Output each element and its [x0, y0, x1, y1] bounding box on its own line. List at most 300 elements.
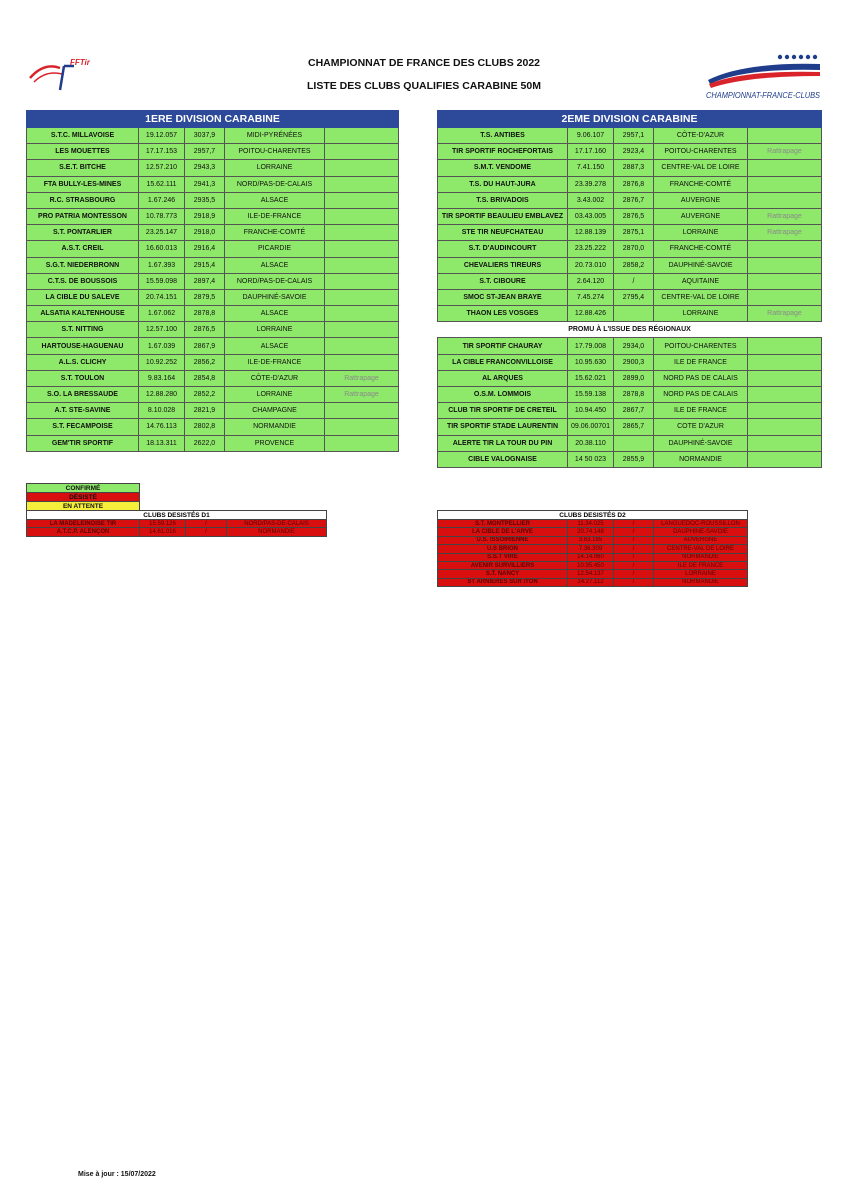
club-number: 15.59.098	[139, 273, 185, 289]
club-name: FTA BULLY-LES-MINES	[27, 176, 139, 192]
score: 2876,8	[614, 176, 654, 192]
table-row	[438, 128, 822, 144]
score: 2802,8	[185, 419, 225, 435]
region: NORD/PAS-DE-CALAIS	[225, 176, 325, 192]
status-note	[748, 192, 822, 208]
status-note	[325, 322, 399, 338]
status-note	[325, 257, 399, 273]
club-number: 15.59.126	[140, 520, 186, 528]
club-number: 12.88.139	[568, 225, 614, 241]
region: NORMANDIE	[227, 528, 327, 536]
club-number: 10.95.450	[568, 561, 614, 569]
status-note	[748, 160, 822, 176]
score: /	[614, 536, 654, 544]
club-name: SMOC ST-JEAN BRAYE	[438, 289, 568, 305]
score: 2876,5	[185, 322, 225, 338]
region: ILE DE FRANCE	[654, 354, 748, 370]
table-row	[27, 370, 399, 386]
table-row	[438, 545, 748, 553]
table-row	[438, 403, 822, 419]
table-row	[438, 192, 822, 208]
table-row	[438, 451, 822, 467]
score: /	[614, 561, 654, 569]
club-number: 7.36.309	[568, 545, 614, 553]
club-number: 23.25.147	[139, 225, 185, 241]
club-name: TIR SPORTIF ROCHEFORTAIS	[438, 144, 568, 160]
table-row	[27, 306, 399, 322]
score: /	[186, 520, 227, 528]
status-note	[748, 354, 822, 370]
club-number: 17.17.160	[568, 144, 614, 160]
region: NORD/PAS-DE-CALAIS	[225, 273, 325, 289]
svg-text:FFTir: FFTir	[70, 58, 90, 67]
page-title: CHAMPIONNAT DE FRANCE DES CLUBS 2022	[308, 57, 540, 69]
score: 2935,5	[185, 192, 225, 208]
table-row	[27, 520, 327, 528]
club-number: 17.17.153	[139, 144, 185, 160]
table-row	[438, 387, 822, 403]
region: NORMANDIE	[654, 451, 748, 467]
region: POITOU-CHARENTES	[654, 144, 748, 160]
page-subtitle: LISTE DES CLUBS QUALIFIES CARABINE 50M	[307, 80, 541, 92]
region: DAUPHINÉ-SAVOIE	[654, 435, 748, 451]
region: LORRAINE	[225, 387, 325, 403]
table-row	[27, 289, 399, 305]
table-row	[438, 273, 822, 289]
club-number: 2.64.120	[568, 273, 614, 289]
table-row	[27, 338, 399, 354]
status-note	[748, 419, 822, 435]
svg-text:CHAMPIONNAT-FRANCE-CLUBS: CHAMPIONNAT-FRANCE-CLUBS	[706, 90, 821, 100]
status-note	[748, 435, 822, 451]
club-name: PRO PATRIA MONTESSON	[27, 208, 139, 224]
table-row	[438, 338, 822, 354]
region: LORRAINE	[654, 225, 748, 241]
club-name: A.T.C.P. ALENÇON	[27, 528, 140, 536]
region: LORRAINE	[654, 570, 748, 578]
club-name: S.O. LA BRESSAUDE	[27, 387, 139, 403]
score: 2858,2	[614, 257, 654, 273]
club-number: 14.14.060	[568, 553, 614, 561]
club-name: CLUB TIR SPORTIF DE CRETEIL	[438, 403, 568, 419]
club-name: S.M.T. VENDOME	[438, 160, 568, 176]
club-name: S.T. NANCY	[438, 570, 568, 578]
score: 2854,8	[185, 370, 225, 386]
table-row	[27, 208, 399, 224]
region: ILE-DE-FRANCE	[225, 208, 325, 224]
region: NORD/PAS-DE-CALAIS	[227, 520, 327, 528]
club-name: R.C. STRASBOURG	[27, 192, 139, 208]
club-number: 12.54.137	[568, 570, 614, 578]
score: 2865,7	[614, 419, 654, 435]
score: 2900,3	[614, 354, 654, 370]
club-name: AL ARQUES	[438, 370, 568, 386]
club-name: A.L.S. CLICHY	[27, 354, 139, 370]
score: 2957,1	[614, 128, 654, 144]
status-note	[325, 354, 399, 370]
score: 2622,0	[185, 435, 225, 451]
club-name: T.S. BRIVADOIS	[438, 192, 568, 208]
status-note: Rattrapage	[748, 225, 822, 241]
division-1-title: 1ERE DIVISION CARABINE	[27, 111, 399, 128]
club-number: 18.13.311	[139, 435, 185, 451]
club-name: TIR SPORTIF STADE LAURENTIN	[438, 419, 568, 435]
score: 2867,9	[185, 338, 225, 354]
club-number: 14.61.016	[140, 528, 186, 536]
score: /	[614, 545, 654, 553]
club-name: CHEVALIERS TIREURS	[438, 257, 568, 273]
club-name: S.T. NITTING	[27, 322, 139, 338]
club-name: ALERTE TIR LA TOUR DU PIN	[438, 435, 568, 451]
club-number: 7.41.150	[568, 160, 614, 176]
score: 2934,0	[614, 338, 654, 354]
score: 2918,0	[185, 225, 225, 241]
status-note	[325, 435, 399, 451]
club-name: ST ARNIERES SUR ITON	[438, 578, 568, 586]
club-name: S.T. PONTARLIER	[27, 225, 139, 241]
table-row	[27, 257, 399, 273]
status-note	[748, 289, 822, 305]
club-number: 14.27.112	[568, 578, 614, 586]
club-name: AVENIR SURVILLIERS	[438, 561, 568, 569]
club-number: 20.73.010	[568, 257, 614, 273]
club-name: S.T. TOULON	[27, 370, 139, 386]
status-note	[748, 257, 822, 273]
region: CÔTE-D'AZUR	[225, 370, 325, 386]
table-row	[438, 370, 822, 386]
region: FRANCHE-COMTÉ	[654, 176, 748, 192]
withdrawn-d1-table	[26, 510, 327, 537]
table-row	[27, 160, 399, 176]
region: LORRAINE	[225, 322, 325, 338]
table-row	[27, 403, 399, 419]
status-note	[325, 144, 399, 160]
region: ILE DE FRANCE	[654, 403, 748, 419]
score: /	[614, 578, 654, 586]
club-name: TIR SPORTIF BEAULIEU EMBLAVEZ	[438, 208, 568, 224]
table-row	[438, 561, 748, 569]
club-number: 14.76.113	[139, 419, 185, 435]
club-number: 14 50 023	[568, 451, 614, 467]
region: LANGUEDOC-ROUSSILLON	[654, 520, 748, 528]
club-name: S.T. D'AUDINCOURT	[438, 241, 568, 257]
table-row	[438, 435, 822, 451]
club-name: LA MADELEINOISE TIR	[27, 520, 140, 528]
region: FRANCHE-COMTÉ	[654, 241, 748, 257]
club-name: U.S BRION	[438, 545, 568, 553]
table-row	[438, 354, 822, 370]
club-name: THAON LES VOSGES	[438, 306, 568, 322]
legend-withdrawn: DÉSISTÉ	[27, 493, 140, 502]
table-row	[27, 435, 399, 451]
region: ILE DE FRANCE	[654, 561, 748, 569]
club-name: A.S.T. CREIL	[27, 241, 139, 257]
club-name: TIR SPORTIF CHAURAY	[438, 338, 568, 354]
table-row	[27, 273, 399, 289]
legend-pending: EN ATTENTE	[27, 502, 140, 511]
club-name: T.S. DU HAUT-JURA	[438, 176, 568, 192]
region: ILE-DE-FRANCE	[225, 354, 325, 370]
club-number: 15.59.138	[568, 387, 614, 403]
table-row	[27, 419, 399, 435]
club-name: U.S. ISSOIRIENNE	[438, 536, 568, 544]
club-number: 1.67.039	[139, 338, 185, 354]
club-number: 1.67.393	[139, 257, 185, 273]
score: 3037,9	[185, 128, 225, 144]
club-number: 23.39.278	[568, 176, 614, 192]
table-row	[438, 419, 822, 435]
withdrawn-d1-title: CLUBS DESISTÉS D1	[27, 511, 327, 520]
score	[614, 306, 654, 322]
region: ALSACE	[225, 192, 325, 208]
region: FRANCHE-COMTÉ	[225, 225, 325, 241]
club-number: 3.63.185	[568, 536, 614, 544]
table-row	[438, 241, 822, 257]
table-row	[27, 176, 399, 192]
club-number: 10.92.252	[139, 354, 185, 370]
status-note	[748, 451, 822, 467]
club-name: LA CIBLE DU SALEVE	[27, 289, 139, 305]
club-number: 17.79.008	[568, 338, 614, 354]
score: 2876,5	[614, 208, 654, 224]
club-name: S.T. CIBOURE	[438, 273, 568, 289]
table-row	[438, 578, 748, 586]
region: AUVERGNE	[654, 536, 748, 544]
region: NORMANDIE	[225, 419, 325, 435]
club-name: S.T. FECAMPOISE	[27, 419, 139, 435]
region: ALSACE	[225, 257, 325, 273]
withdrawn-d2-table	[437, 510, 748, 587]
club-name: S.E.T. BITCHE	[27, 160, 139, 176]
table-row	[438, 176, 822, 192]
score: /	[614, 520, 654, 528]
score: /	[614, 528, 654, 536]
score: /	[614, 570, 654, 578]
table-row	[27, 387, 399, 403]
status-note	[748, 273, 822, 289]
club-number: 10.94.450	[568, 403, 614, 419]
table-row	[27, 225, 399, 241]
status-note	[325, 241, 399, 257]
region: CHAMPAGNE	[225, 403, 325, 419]
table-row	[27, 128, 399, 144]
status-note	[325, 225, 399, 241]
status-note	[748, 241, 822, 257]
club-number: 12.57.100	[139, 322, 185, 338]
region: ALSACE	[225, 338, 325, 354]
club-name: S.S.T VIRE	[438, 553, 568, 561]
club-number: 1.67.246	[139, 192, 185, 208]
division-1-table	[26, 110, 399, 452]
score: 2916,4	[185, 241, 225, 257]
club-number: 09.06.00701	[568, 419, 614, 435]
table-row	[27, 322, 399, 338]
club-name: S.T.C. MILLAVOISE	[27, 128, 139, 144]
region: AUVERGNE	[654, 208, 748, 224]
status-note: Rattrapage	[748, 208, 822, 224]
score: 2855,9	[614, 451, 654, 467]
status-note	[325, 176, 399, 192]
club-number: 15.62.021	[568, 370, 614, 386]
score: 2821,9	[185, 403, 225, 419]
status-note	[325, 273, 399, 289]
region: CÔTE-D'AZUR	[654, 128, 748, 144]
status-legend	[26, 483, 140, 511]
table-row	[27, 192, 399, 208]
region: AUVERGNE	[654, 192, 748, 208]
score: 2899,0	[614, 370, 654, 386]
club-name: C.T.S. DE BOUSSOIS	[27, 273, 139, 289]
club-number: 7.45.274	[568, 289, 614, 305]
region: COTE D'AZUR	[654, 419, 748, 435]
score: 2923,4	[614, 144, 654, 160]
score: 2867,7	[614, 403, 654, 419]
championnat-logo	[704, 54, 824, 102]
withdrawn-d2-title: CLUBS DESISTÉS D2	[438, 511, 748, 520]
score: 2870,0	[614, 241, 654, 257]
table-row	[27, 354, 399, 370]
club-number: 10.78.773	[139, 208, 185, 224]
status-note	[325, 208, 399, 224]
score: /	[614, 553, 654, 561]
club-number: 12.88.426	[568, 306, 614, 322]
region: LORRAINE	[225, 160, 325, 176]
status-note	[748, 128, 822, 144]
region: MIDI-PYRÉNÉES	[225, 128, 325, 144]
region: POITOU-CHARENTES	[225, 144, 325, 160]
club-number: 20.74.151	[139, 289, 185, 305]
status-note	[748, 387, 822, 403]
table-row	[438, 257, 822, 273]
club-name: O.S.M. LOMMOIS	[438, 387, 568, 403]
club-number: 9.83.164	[139, 370, 185, 386]
status-note	[325, 128, 399, 144]
table-row	[438, 208, 822, 224]
region: PICARDIE	[225, 241, 325, 257]
region: NORMANDIE	[654, 578, 748, 586]
status-note	[748, 403, 822, 419]
club-number: 9.06.107	[568, 128, 614, 144]
score: 2878,8	[614, 387, 654, 403]
table-row	[438, 144, 822, 160]
region: AQUITAINE	[654, 273, 748, 289]
region: DAUPHINÉ-SAVOIE	[654, 257, 748, 273]
region: NORD PAS DE CALAIS	[654, 370, 748, 386]
promo-header-row	[438, 322, 822, 338]
status-note	[325, 306, 399, 322]
status-note	[748, 176, 822, 192]
table-row	[438, 289, 822, 305]
status-note	[325, 403, 399, 419]
table-row	[27, 144, 399, 160]
status-note	[748, 338, 822, 354]
club-number: 1.67.062	[139, 306, 185, 322]
status-note	[325, 192, 399, 208]
status-note: Rattrapage	[325, 370, 399, 386]
club-number: 20.38.110	[568, 435, 614, 451]
status-note	[325, 419, 399, 435]
last-updated: Mise à jour : 15/07/2022	[78, 1171, 156, 1178]
region: POITOU-CHARENTES	[654, 338, 748, 354]
club-name: CIBLE VALOGNAISE	[438, 451, 568, 467]
score: 2915,4	[185, 257, 225, 273]
score: 2879,5	[185, 289, 225, 305]
table-row	[27, 528, 327, 536]
table-row	[438, 225, 822, 241]
club-number: 12.88.280	[139, 387, 185, 403]
table-row	[438, 160, 822, 176]
score: 2875,1	[614, 225, 654, 241]
score: 2918,9	[185, 208, 225, 224]
club-number: 15.62.111	[139, 176, 185, 192]
table-row	[438, 570, 748, 578]
region: CENTRE-VAL DE LOIRE	[654, 545, 748, 553]
club-number: 03.43.005	[568, 208, 614, 224]
status-note: Rattrapage	[748, 306, 822, 322]
club-name: HARTOUSE-HAGUENAU	[27, 338, 139, 354]
region: PROVENCE	[225, 435, 325, 451]
legend-confirmed: CONFIRMÉ	[27, 484, 140, 493]
club-name: GEM'TIR SPORTIF	[27, 435, 139, 451]
score: 2856,2	[185, 354, 225, 370]
table-row	[438, 528, 748, 536]
division-2-table	[437, 110, 822, 468]
score	[614, 435, 654, 451]
status-note	[325, 289, 399, 305]
club-number: 3.43.002	[568, 192, 614, 208]
region: ALSACE	[225, 306, 325, 322]
region: NORMANDIE	[654, 553, 748, 561]
club-name: T.S. ANTIBES	[438, 128, 568, 144]
score: 2897,4	[185, 273, 225, 289]
club-number: 16.60.013	[139, 241, 185, 257]
region: DAUPHINÉ-SAVOIE	[225, 289, 325, 305]
club-number: 11.34.025	[568, 520, 614, 528]
table-row	[27, 241, 399, 257]
club-number: 10.95.630	[568, 354, 614, 370]
score: 2878,8	[185, 306, 225, 322]
score: 2941,3	[185, 176, 225, 192]
table-row	[438, 306, 822, 322]
score: /	[186, 528, 227, 536]
score: 2876,7	[614, 192, 654, 208]
club-name: STE TIR NEUFCHATEAU	[438, 225, 568, 241]
club-name: S.G.T. NIEDERBRONN	[27, 257, 139, 273]
table-row	[438, 520, 748, 528]
region: CENTRE-VAL DE LOIRE	[654, 160, 748, 176]
region: CENTRE-VAL DE LOIRE	[654, 289, 748, 305]
status-note	[748, 370, 822, 386]
club-name: ALSATIA KALTENHOUSE	[27, 306, 139, 322]
score: /	[614, 273, 654, 289]
status-note: Rattrapage	[748, 144, 822, 160]
region: DAUPHINÉ-SAVOIE	[654, 528, 748, 536]
club-name: A.T. STE-SAVINE	[27, 403, 139, 419]
club-number: 23.25.222	[568, 241, 614, 257]
club-number: 12.57.210	[139, 160, 185, 176]
club-name: LA CIBLE DE L'ARVE	[438, 528, 568, 536]
status-note: Rattrapage	[325, 387, 399, 403]
table-row	[438, 536, 748, 544]
club-name: S.T. MONTPELLIER	[438, 520, 568, 528]
promo-label: PROMU À L'ISSUE DES RÉGIONAUX	[438, 322, 822, 338]
club-name: LES MOUETTES	[27, 144, 139, 160]
score: 2957,7	[185, 144, 225, 160]
club-number: 20.74.148	[568, 528, 614, 536]
club-number: 19.12.057	[139, 128, 185, 144]
region: NORD PAS DE CALAIS	[654, 387, 748, 403]
status-note	[325, 160, 399, 176]
